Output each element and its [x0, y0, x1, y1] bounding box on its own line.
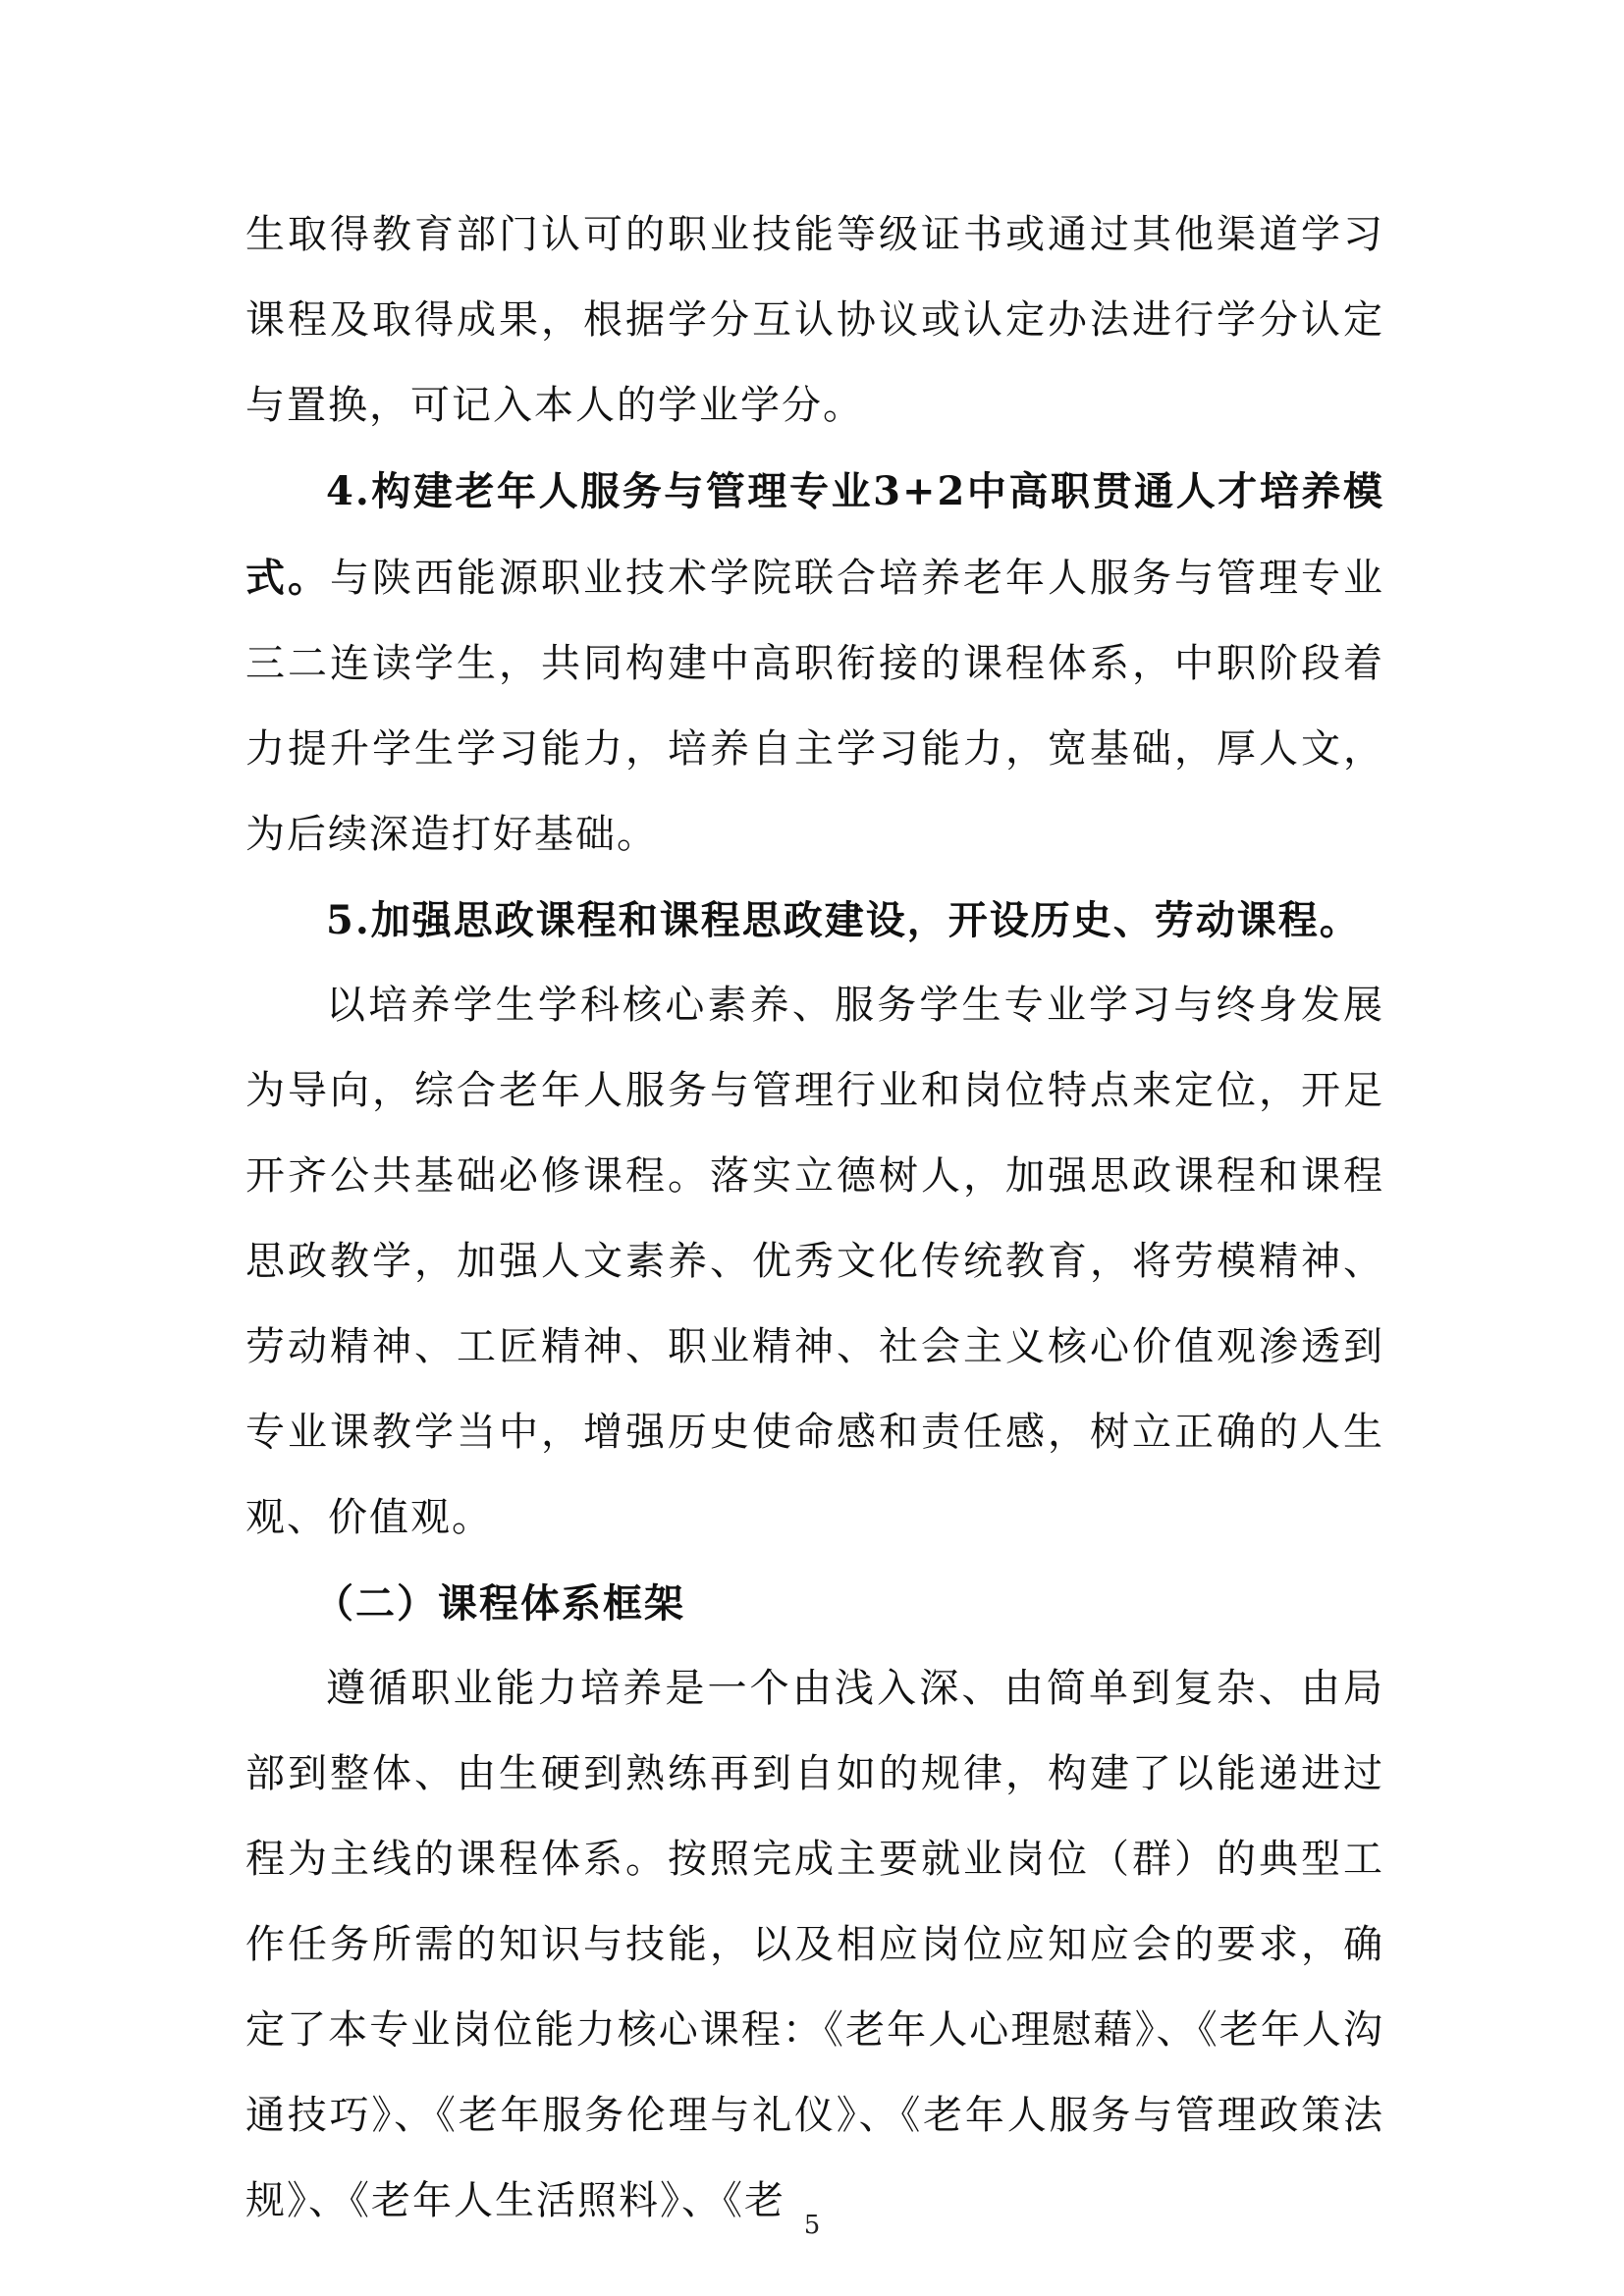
heading-ideological-courses: 5.加强思政课程和课程思政建设，开设历史、劳动课程。 [326, 897, 1361, 943]
section-heading-curriculum-framework: （二）课程体系框架 [314, 1580, 685, 1627]
paragraph-public-foundation: 以培养学生学科核心素养、服务学生专业学习与终身发展为导向，综合老年人服务与管理行业和岗位特点来定位，开足开齐公共基础必修课程。落实立德树人，加强思政课程和课程思政教学，加强人文素养、优秀文化传统教育，将劳模精神、劳动精神、工匠精神、职业精神、社会主义核心价值观渗透到专业课教学当中，增强历史使命感和责任感，树立正确的人生观、价值观。 [245, 983, 1384, 1540]
paragraph-3plus2-model [245, 449, 1384, 878]
paragraph-credit-recognition: 生取得教育部门认可的职业技能等级证书或通过其他渠道学习课程及取得成果，根据学分互认协议或认定办法进行学分认定与置换，可记入本人的学业学分。 [245, 212, 1384, 428]
page-number: 5 [803, 2211, 821, 2240]
paragraph-3plus2-body: 与陕西能源职业技术学院联合培养老年人服务与管理专业三二连读学生，共同构建中高职衔接的课程体系，中职阶段着力提升学生学习能力，培养自主学习能力，宽基础，厚人文，为后续深造打好基础。 [245, 556, 1384, 857]
page-content [245, 192, 1384, 2244]
heading-3plus2-model: 4.构建老年人服务与管理专业3+2中高职贯通人才培养模式。 [245, 468, 1384, 601]
paragraph-curriculum-system: 遵循职业能力培养是一个由浅入深、由简单到复杂、由局部到整体、由生硬到熟练再到自如的规律，构建了以能递进过程为主线的课程体系。按照完成主要就业岗位（群）的典型工作任务所需的知识与技能，以及相应岗位应知应会的要求，确定了本专业岗位能力核心课程：《老年人心理慰藉》、《老年人沟通技巧》、《老年服务伦理与礼仪》、《老年人服务与管理政策法规》、《老年人生活照料》、《老 [245, 1666, 1384, 2223]
